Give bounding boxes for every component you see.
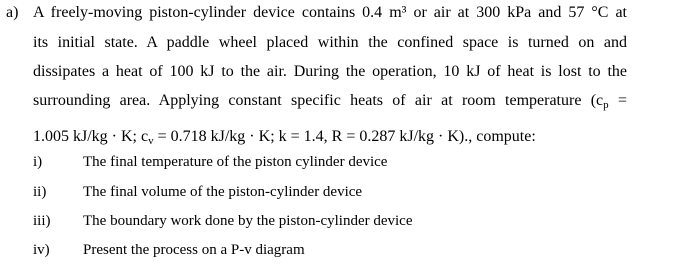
list-item-number: iii) [33, 213, 51, 229]
problem-line-1: A freely-moving piston-cylinder device contains 0.4 m³ or air at 300 kPa and 57 °C at [33, 4, 627, 21]
list-item-text: The final volume of the piston-cylinder device [83, 184, 363, 200]
cp-subscript: p [603, 99, 609, 111]
list-item-number: ii) [33, 184, 47, 200]
problem-line-5-start: 1.005 kJ/kg · K; c [33, 128, 149, 145]
list-item-text: Present the process on a P-v diagram [83, 242, 305, 258]
list-item-text: The final temperature of the piston cylinder device [83, 154, 388, 170]
list-item-number: iv) [33, 242, 50, 258]
cv-subscript: v [148, 135, 154, 147]
problem-line-2: its initial state. A paddle wheel placed within the confined space is turned on and [33, 34, 627, 51]
problem-line-3: dissipates a heat of 100 kJ to the air. During the operation, 10 kJ of heat is lost to the [33, 63, 627, 80]
problem-line-4 [33, 91, 627, 112]
list-item-number: i) [33, 154, 43, 170]
problem-line-4-text: surrounding area. Applying constant specific heats of air at room temperature (c [33, 92, 604, 109]
problem-line-5-end: = 0.718 kJ/kg · K; k = 1.4, R = 0.287 kJ/kg · K)., compute: [157, 128, 536, 145]
problem-label: a) [6, 4, 19, 21]
cp-equals: = [608, 92, 627, 109]
problem-line-5 [33, 127, 536, 148]
list-item-text: The boundary work done by the piston-cylinder device [83, 213, 413, 229]
